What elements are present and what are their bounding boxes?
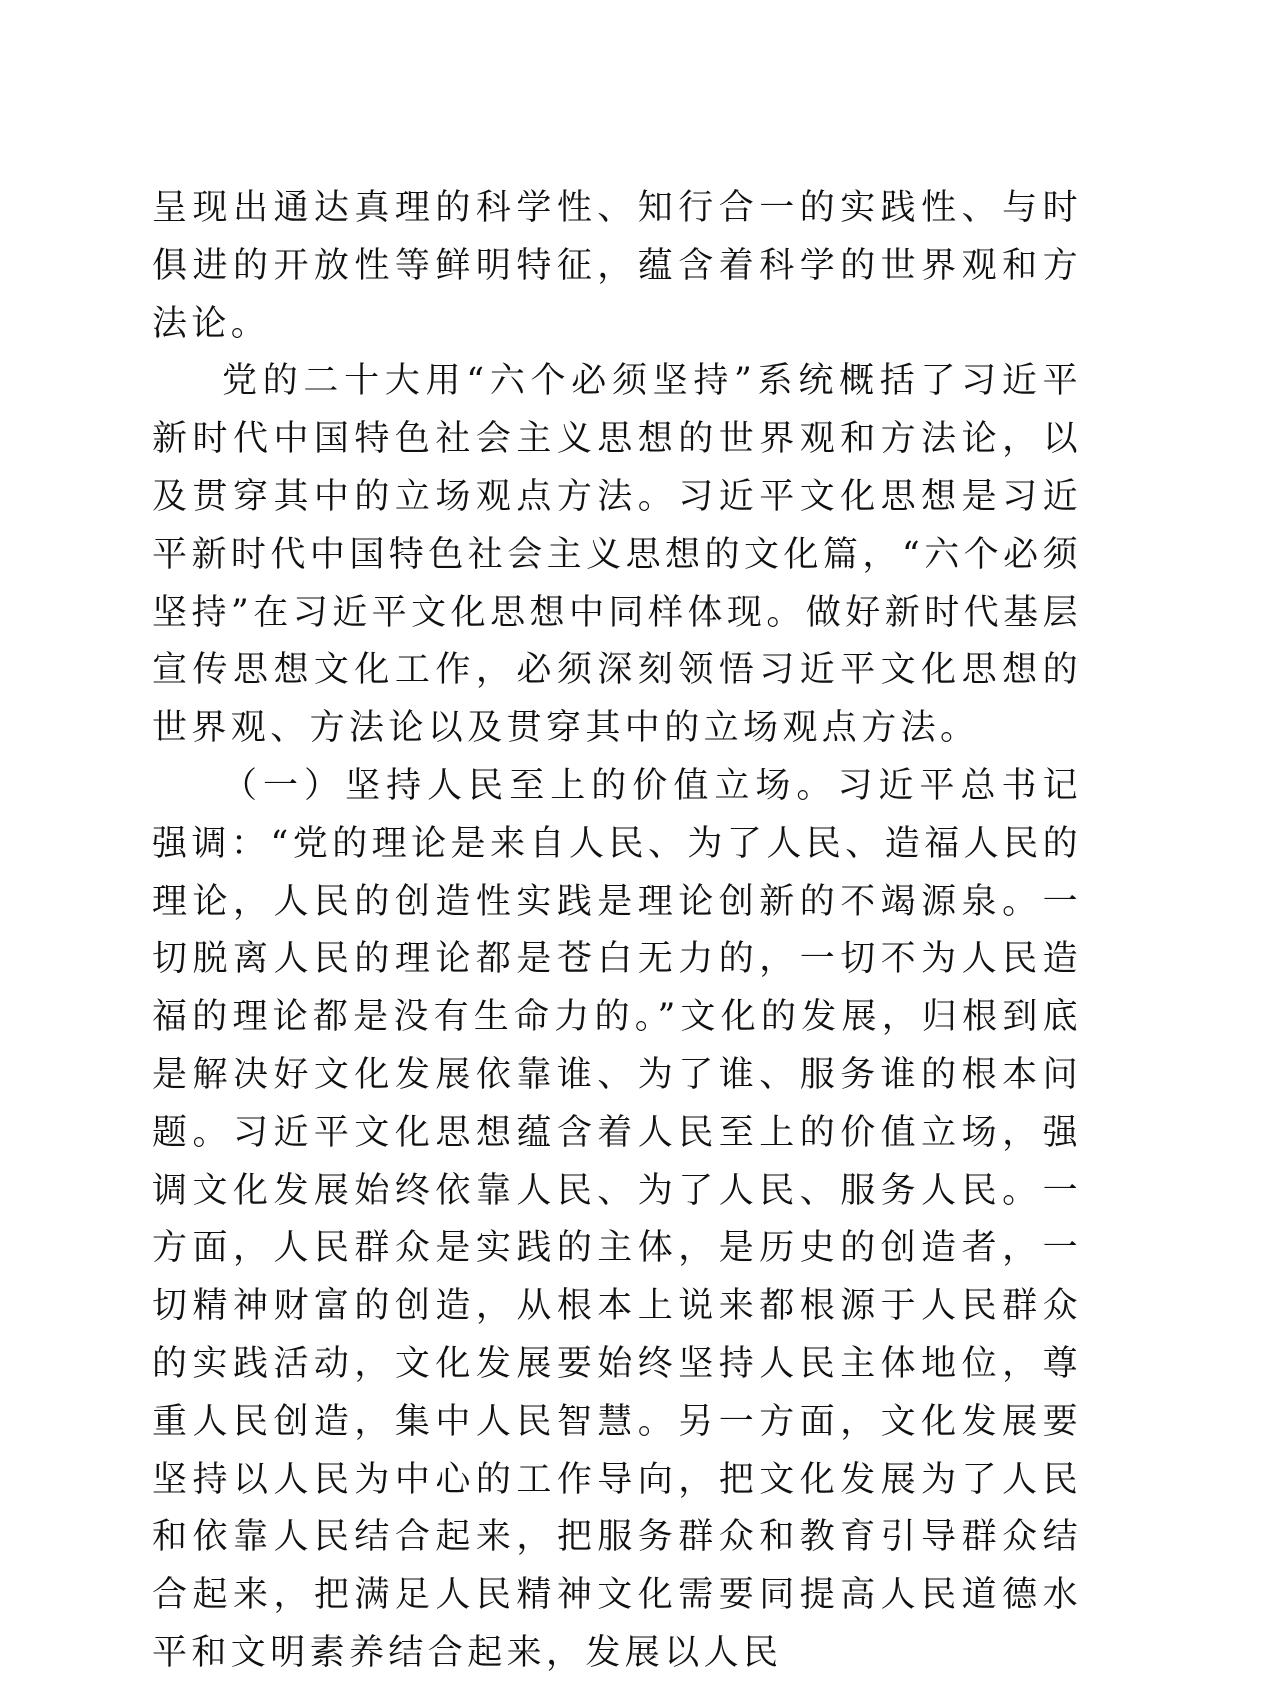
paragraph-text: 习近平总书记强调：“党的理论是来自人民、为了人民、造福人民的理论，人民的创造性实践是理论创新的不竭源泉。一切脱离人民的理论都是苍白无力的，一切不为人民造福的理论都是没有生命力的。”文化的发展，归根到底是解决好文化发展依靠谁、为了谁、服务谁的根本问题。习近平文化思想蕴含着人民至上的价值立场，强调文化发展始终依靠人民、为了人民、服务人民。一方面，人民群众是实践的主体，是历史的创造者，一切精神财富的创造，从根本上说来都根源于人民群众的实践活动，文化发展要始终坚持人民主体地位，尊重人民创造，集中人民智慧。另一方面，文化发展要坚持以人民为中心的工作导向，把文化发展为了人民和依靠人民结合起来，把服务群众和教育引导群众结合起来，把满足人民精神文化需要同提高人民道德水平和文明素养结合起来，发展以人民 [152, 765, 1082, 1673]
section-heading: （一）坚持人民至上的价值立场。 [222, 765, 838, 806]
paragraph-text: 呈现出通达真理的科学性、知行合一的实践性、与时俱进的开放性等鲜明特征，蕴含着科学的世界观和方法论。 [152, 188, 1082, 344]
paragraph-continuation [152, 180, 1082, 353]
paragraph-six-musts [152, 353, 1082, 758]
paragraph-people-first [152, 758, 1082, 1683]
paragraph-text: 党的二十大用“六个必须坚持”系统概括了习近平新时代中国特色社会主义思想的世界观和方法论，以及贯穿其中的立场观点方法。习近平文化思想是习近平新时代中国特色社会主义思想的文化篇，“六个必须坚持”在习近平文化思想中同样体现。做好新时代基层宣传思想文化工作，必须深刻领悟习近平文化思想的世界观、方法论以及贯穿其中的立场观点方法。 [152, 361, 1082, 749]
body-text [152, 180, 1082, 1683]
